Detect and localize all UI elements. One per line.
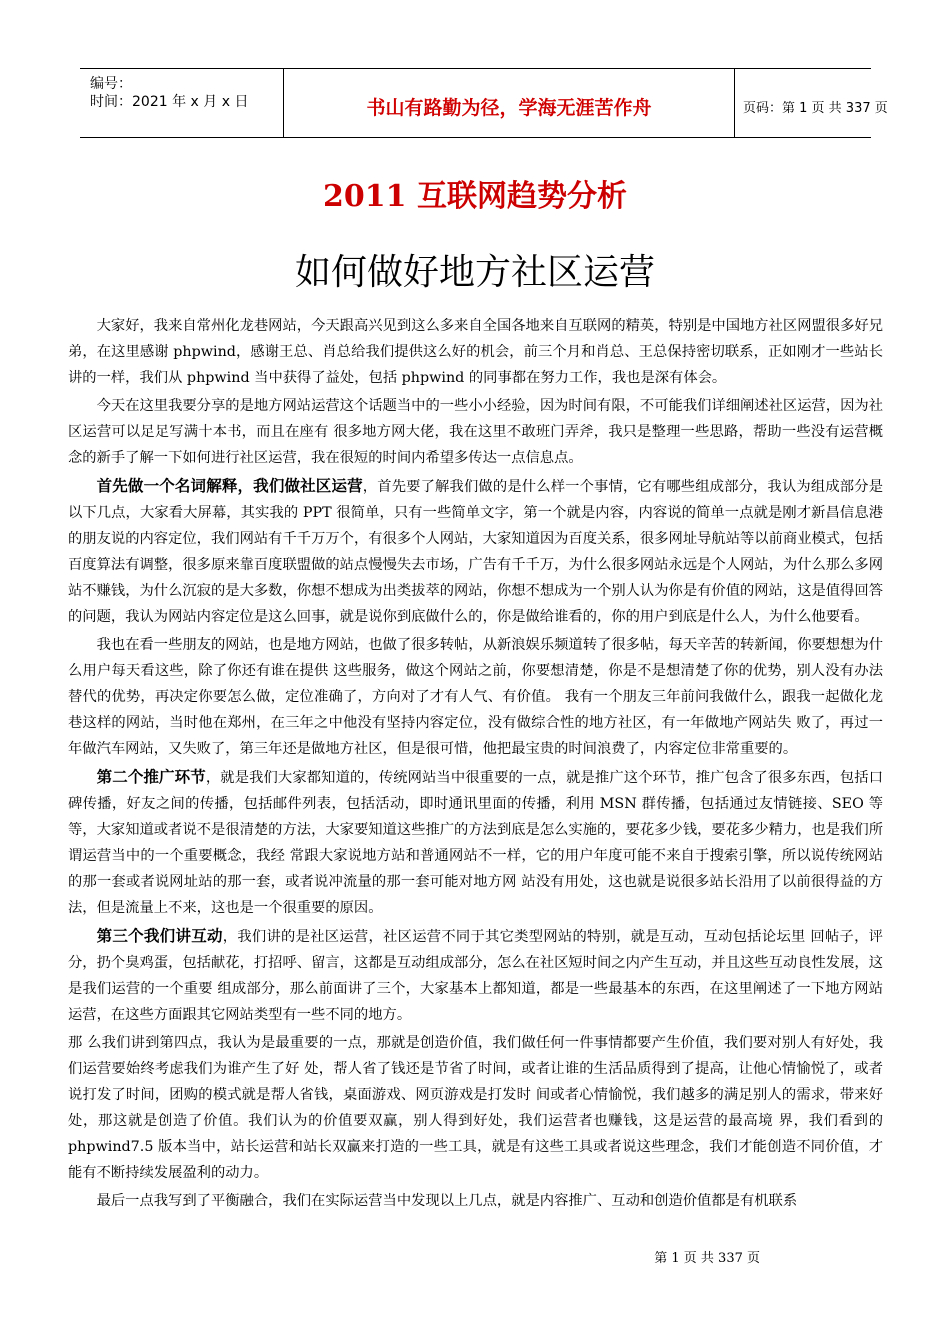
paragraph-balance: 最后一点我写到了平衡融合，我们在实际运营当中发现以上几点，就是内容推广、互动和创造价值都是有机联系	[96, 1193, 798, 1209]
header-right-cell	[735, 69, 888, 137]
document-title: 2011 互联网趋势分析	[323, 179, 627, 214]
document-subtitle: 如何做好地方社区运营	[294, 252, 655, 293]
footer-page-number: 第 1 页 共 337 页	[654, 1251, 760, 1266]
paragraph-intro: 大家好，我来自常州化龙巷网站，今天跟高兴见到这么多来自全国各地来自互联网的精英，特别是中国地方社区网盟很多好兄弟，在这里感谢 phpwind，感谢王总、肖总给我们提供这么好的机会，前三个月和肖总、王总保持密切联系，正如刚才一些站长讲的一样，我们从 phpwind 当中获得了益处，包括 phpwind 的同事都在努力工作，我也是深有体会。	[68, 318, 883, 386]
document-body	[68, 313, 883, 1214]
paragraph-interaction	[68, 923, 883, 1028]
paragraph-promotion	[68, 764, 883, 921]
paragraph-value: 那 么我们讲到第四点，我认为是最重要的一点，那就是创造价值，我们做任何一件事情都要产生价值，我们要对别人有好处，我们运营要始终考虑我们为谁产生了好 处，帮人省了钱还是节省了时间，或者让谁的生活品质得到了提高，让他心情愉悦了，或者说打发了时间，团购的模式就是帮人省钱，桌面游戏、网页游戏是打发时 间或者心情愉悦，我们越多的满足别人的需求，带来好处，那这就是创造了价值。我们认为的价值要双赢，别人得到好处，我们运营者也赚钱，这是运营的最高境 界，我们看到的 phpwind7.5 版本当中，站长运营和站长双赢来打造的一些工具，就是有这些工具或者说这些理念，我们才能创造不同价值，才能有不断持续发展盈利的动力。	[68, 1035, 883, 1181]
document-time-label: 时间：2021 年 x 月 x 日	[90, 94, 249, 110]
paragraph-lead: 第三个我们讲互动	[96, 927, 223, 945]
paragraph-text: ，我们讲的是社区运营，社区运营不同于其它类型网站的特别，就是互动，互动包括论坛里 回帖子，评分，扔个臭鸡蛋，包括献花，打招呼、留言，这都是互动组成部分，怎么在社区短时间之内产生互动，并且这些互动良性发展，这是我们运营的一个重要 组成部分，那么前面讲了三个，大家基本上都知道，都是一些最基本的东西，在这里阐述了一下地方网站运营，在这些方面跟其它网站类型有一些不同的地方。	[68, 929, 883, 1023]
paragraph-text: ，就是我们大家都知道的，传统网站当中很重要的一点，就是推广这个环节，推广包含了很多东西，包括口碑传播，好友之间的传播，包括邮件列表，包括活动，即时通讯里面的传播，利用 MSN 群传播，包括通过友情链接、SEO 等 等，大家知道或者说不是很清楚的方法，大家要知道这些推广的方法到底是怎么实施的，要花多少钱，要花多少精力，也是我们所谓运营当中的一个重要概念，我经 常跟大家说地方站和普通网站不一样，它的用户年度可能不来自于搜索引擎，所以说传统网站的那一套或者说网址站的那一套，或者说冲流量的那一套可能对地方网 站没有用处，这也就是说很多站长沿用了以前很得益的方法，但是流量上不来，这也是一个很重要的原因。	[68, 770, 883, 916]
paragraph-lead: 第二个推广环节	[96, 768, 206, 786]
header-middle-cell	[284, 69, 735, 137]
paragraph-definition	[68, 473, 883, 630]
paragraph-lead: 首先做一个名词解释，我们做社区运营	[96, 477, 363, 495]
paragraph-topic: 今天在这里我要分享的是地方网站运营这个话题当中的一些小小经验，因为时间有限，不可能我们详细阐述社区运营，因为社区运营可以足足写满十本书，而且在座有 很多地方网大佬，我在这里不敢班门弄斧，我只是整理一些思路，帮助一些没有运营概念的新手了解一下如何进行社区运营，我在很短的时间内希望多传达一点信息点。	[68, 398, 883, 466]
document-code-label: 编号：	[90, 76, 132, 92]
paragraph-text: ，首先要了解我们做的是什么样一个事情，它有哪些组成部分，我认为组成部分是以下几点，大家看大屏幕，其实我的 PPT 很简单，只有一些简单文字，第一个就是内容，内容说的简单一点就是刚才新昌信息港的朋友说的内容定位，我们网站有千千万万个，有很多个人网站，大家知道因为百度关系，很多网址导航站等以前商业模式，包括百度算法有调整，很多原来靠百度联盟做的站点慢慢失去市场，广告有千千万，为什么很多网站永远是个人网站，为什么那么多网站不赚钱，为什么沉寂的是大多数，你想不想成为出类拔萃的网站，你想不想成为一个别人认为你是有价值的网站，这是值得回答的问题，我认为网站内容定位是这么回事，就是说你到底做什么的，你是做给谁看的，你的用户到底是什么人，为什么他要看。	[68, 479, 883, 625]
header-left-cell	[80, 69, 284, 137]
paragraph-example: 我也在看一些朋友的网站，也是地方网站，也做了很多转帖，从新浪娱乐频道转了很多帖，每天辛苦的转新闻，你要想想为什么用户每天看这些，除了你还有谁在提供 这些服务，做这个网站之前，你要想清楚，你是不是想清楚了你的优势，别人没有办法替代的优势，再决定你要怎么做，定位准确了，方向对了才有人气、有价值。 我有一个朋友三年前问我做什么，跟我一起做化龙巷这样的网站，当时他在郑州，在三年之中他没有坚持内容定位，没有做综合性的地方社区，有一年做地产网站失 败了，再过一年做汽车网站，又失败了，第三年还是做地方社区，但是很可惜，他把最宝贵的时间浪费了，内容定位非常重要的。	[68, 637, 883, 757]
header-motto: 书山有路勤为径，学海无涯苦作舟	[366, 97, 652, 119]
header-table	[80, 68, 888, 138]
header-page-code: 页码：第 1 页 共 337 页	[743, 101, 888, 116]
